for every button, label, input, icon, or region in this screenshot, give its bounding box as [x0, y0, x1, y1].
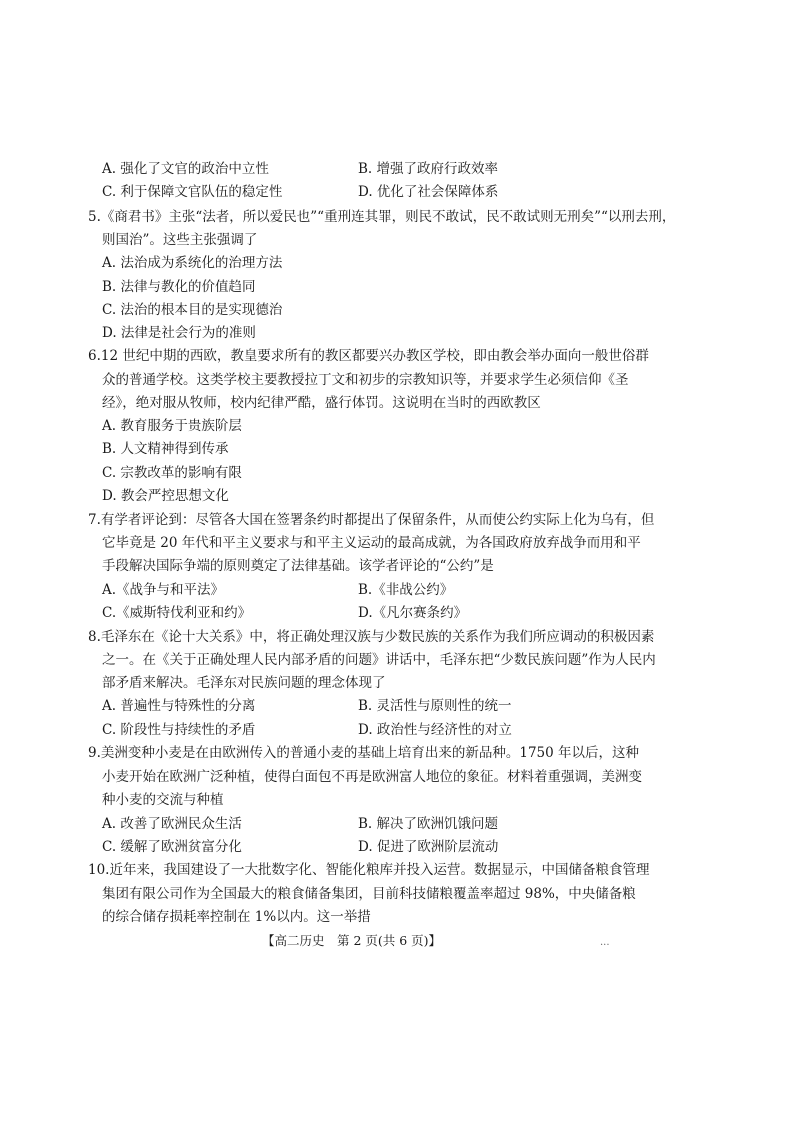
q7-stem-line-1: 7.有学者评论到：尽管各大国在签署条约时都提出了保留条件，从而使公约实际上化为乌有，但 [88, 512, 655, 528]
q4-option-a: A. 强化了文官的政治中立性 [102, 161, 269, 177]
q8-option-d: D. 政治性与经济性的对立 [358, 722, 512, 738]
q6-option-d: D. 教会严控思想文化 [102, 488, 229, 504]
q6-stem-line-1: 6.12 世纪中期的西欧，教皇要求所有的教区都要兴办教区学校，即由教会举办面向一般世俗群 [88, 348, 649, 364]
q5-option-d: D. 法律是社会行为的准则 [102, 325, 256, 341]
q6-stem-line-3: 经》，绝对服从牧师，校内纪律严酷，盛行体罚。这说明在当时的西欧教区 [102, 395, 541, 411]
q7-option-d: D.《凡尔赛条约》 [358, 605, 468, 621]
q7-option-c: C.《威斯特伐利亚和约》 [102, 605, 252, 621]
q7-stem-line-2: 它毕竟是 20 年代和平主义要求与和平主义运动的最高成就，为各国政府放弃战争而用和平 [102, 535, 641, 551]
q9-option-c: C. 缓解了欧洲贫富分化 [102, 839, 242, 855]
q8-option-c: C. 阶段性与持续性的矛盾 [102, 722, 256, 738]
q8-option-a: A. 普遍性与特殊性的分离 [102, 698, 256, 714]
q10-stem-line-1: 10.近年来，我国建设了一大批数字化、智能化粮库并投入运营。数据显示，中国储备粮食管理 [88, 862, 650, 878]
q5-stem-line-2: 则国治”。这些主张强调了 [102, 232, 258, 248]
q9-option-a: A. 改善了欧洲民众生活 [102, 816, 242, 832]
q5-option-c: C. 法治的根本目的是实现德治 [102, 302, 283, 318]
page-footer: 【高二历史 第 2 页(共 6 页)】 [262, 933, 442, 948]
q6-option-a: A. 教育服务于贵族阶层 [102, 418, 242, 434]
q8-stem-line-2: 之一。在《关于正确处理人民内部矛盾的问题》讲话中，毛泽东把“少数民族问题”作为人民内 [102, 652, 656, 668]
q5-option-b: B. 法律与教化的价值趋同 [102, 279, 256, 295]
q5-option-a: A. 法治成为系统化的治理方法 [102, 255, 283, 271]
q6-option-c: C. 宗教改革的影响有限 [102, 465, 242, 481]
q8-stem-line-3: 部矛盾来解决。毛泽东对民族问题的理念体现了 [102, 675, 386, 691]
q5-stem-line-1: 5.《商君书》主张“法者，所以爱民也”“重刑连其罪，则民不敢试，民不敢试则无刑矣”“以刑去刑， [88, 209, 676, 225]
q6-option-b: B. 人文精神得到传承 [102, 441, 229, 457]
q8-stem-line-1: 8.毛泽东在《论十大关系》中，将正确处理汉族与少数民族的关系作为我们所应调动的积极因素 [88, 629, 655, 645]
q10-stem-line-2: 集团有限公司作为全国最大的粮食储备集团，目前科技储粮覆盖率超过 98%，中央储备粮 [102, 886, 636, 902]
q9-option-b: B. 解决了欧洲饥饿问题 [358, 816, 499, 832]
q7-stem-line-3: 手段解决国际争端的原则奠定了法律基础。该学者评论的“公约”是 [102, 558, 494, 574]
q8-option-b: B. 灵活性与原则性的统一 [358, 698, 512, 714]
q4-option-c: C. 利于保障文官队伍的稳定性 [102, 184, 283, 200]
q6-stem-line-2: 众的普通学校。这类学校主要教授拉丁文和初步的宗教知识等，并要求学生必须信仰《圣 [102, 372, 629, 388]
q7-option-a: A.《战争与和平法》 [102, 582, 225, 598]
q10-stem-line-3: 的综合储存损耗率控制在 1%以内。这一举措 [102, 909, 371, 925]
q9-stem-line-1: 9.美洲变种小麦是在由欧洲传入的普通小麦的基础上培育出来的新品种。1750 年以后，这种 [88, 745, 640, 761]
q9-stem-line-2: 小麦开始在欧洲广泛种植，使得白面包不再是欧洲富人地位的象征。材料着重强调，美洲变 [102, 769, 642, 785]
q7-option-b: B.《非战公约》 [358, 582, 454, 598]
corner-mark: ... [600, 937, 610, 948]
q4-option-b: B. 增强了政府行政效率 [358, 161, 499, 177]
q9-stem-line-3: 种小麦的交流与种植 [102, 792, 224, 808]
q4-option-d: D. 优化了社会保障体系 [358, 184, 499, 200]
q9-option-d: D. 促进了欧洲阶层流动 [358, 839, 499, 855]
